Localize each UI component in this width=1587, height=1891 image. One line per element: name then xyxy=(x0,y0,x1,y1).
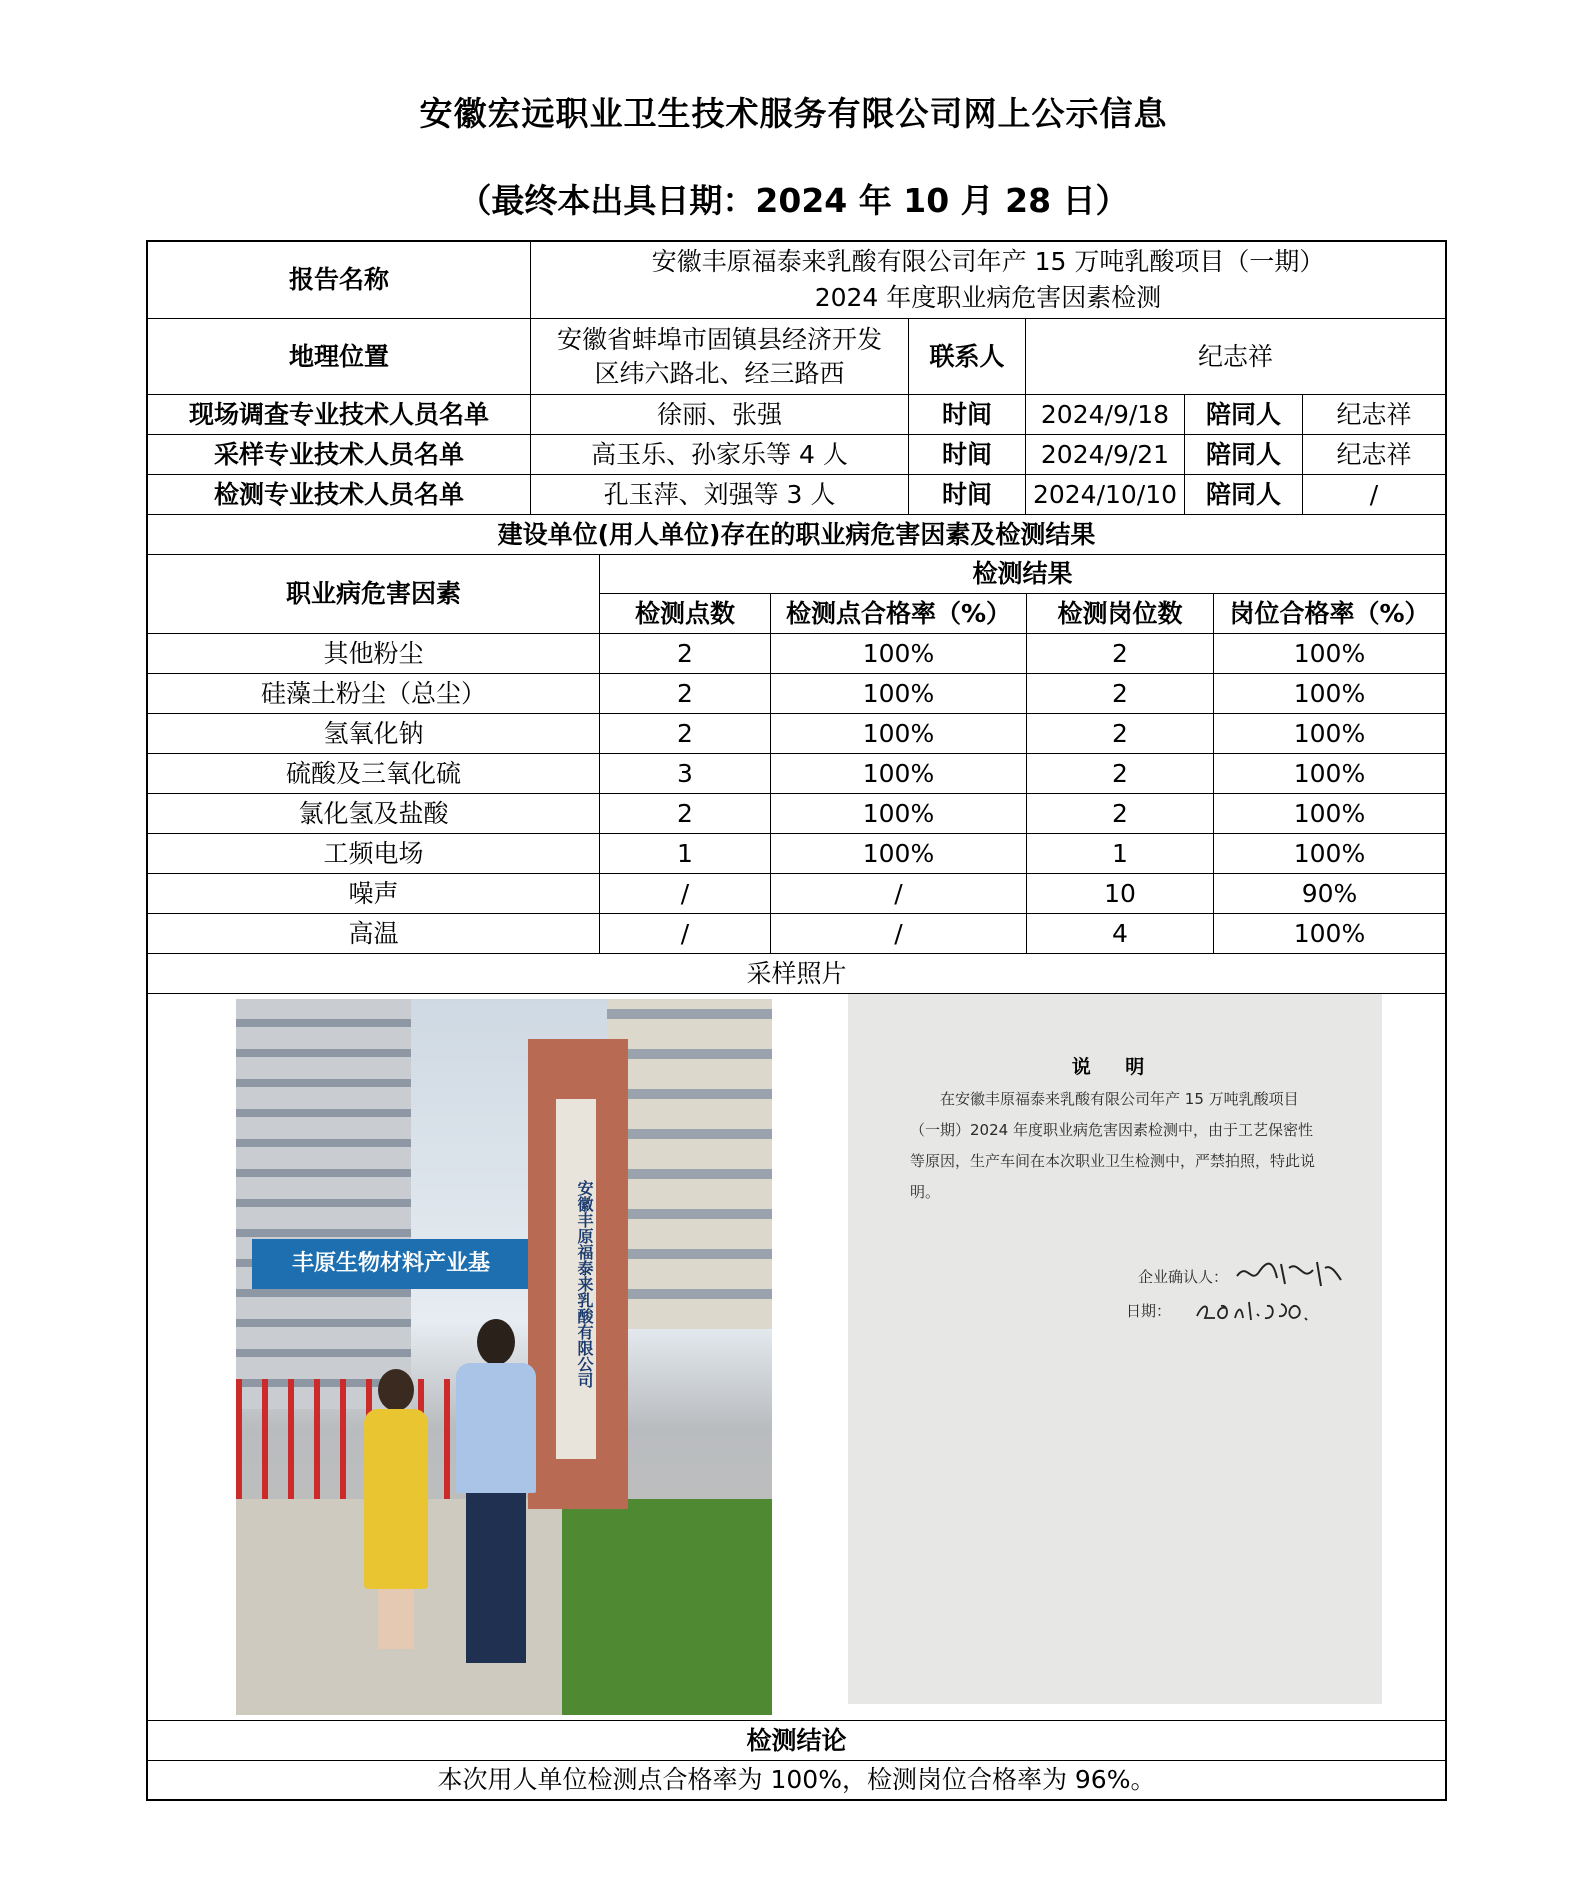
col-post-rate-header: 岗位合格率（%） xyxy=(1214,594,1445,634)
post-rate-cell: 90% xyxy=(1214,874,1445,914)
location-label: 地理位置 xyxy=(148,319,531,395)
report-name-value xyxy=(531,242,1445,319)
time-label: 时间 xyxy=(909,435,1026,475)
post-rate-cell: 100% xyxy=(1214,754,1445,794)
staff-names: 高玉乐、孙家乐等 4 人 xyxy=(531,435,909,475)
conclusion-text: 本次用人单位检测点合格率为 100%，检测岗位合格率为 96%。 xyxy=(437,1765,1156,1794)
factor-cell: 噪声 xyxy=(148,874,600,914)
point-rate-cell: / xyxy=(771,874,1027,914)
result-header: 检测结果 xyxy=(600,555,1445,594)
location-value: 安徽省蚌埠市固镇县经济开发区纬六路北、经三路西 xyxy=(531,319,909,395)
photos-label: 采样照片 xyxy=(148,954,1445,994)
factor-cell: 高温 xyxy=(148,914,600,954)
points-cell: 1 xyxy=(600,834,771,874)
posts-cell: 2 xyxy=(1027,714,1214,754)
pillar-sign: 安徽丰原福泰来乳酸有限公司 xyxy=(556,1099,596,1459)
issue-date: （最终本出具日期：2024 年 10 月 28 日） xyxy=(458,181,1129,220)
time-value: 2024/9/21 xyxy=(1026,435,1185,475)
signature-image xyxy=(1233,1254,1343,1290)
points-cell: 2 xyxy=(600,634,771,674)
points-cell: 3 xyxy=(600,754,771,794)
building-right xyxy=(607,999,772,1329)
report-table xyxy=(146,240,1447,1801)
companion-value: 纪志祥 xyxy=(1303,435,1445,475)
factor-header: 职业病危害因素 xyxy=(148,555,600,634)
grass xyxy=(562,1499,772,1715)
post-rate-cell: 100% xyxy=(1214,914,1445,954)
contact-label: 联系人 xyxy=(909,319,1026,395)
factor-cell: 其他粉尘 xyxy=(148,634,600,674)
handwritten-date-image xyxy=(1193,1294,1313,1324)
report-name-line1: 安徽丰原福泰来乳酸有限公司年产 15 万吨乳酸项目（一期） xyxy=(651,247,1325,276)
companion-value: 纪志祥 xyxy=(1303,395,1445,435)
report-name-label: 报告名称 xyxy=(148,242,531,319)
park-banner: 丰原生物材料产业基 xyxy=(252,1239,572,1289)
points-cell: / xyxy=(600,874,771,914)
posts-cell: 10 xyxy=(1027,874,1214,914)
factor-cell: 氯化氢及盐酸 xyxy=(148,794,600,834)
time-value: 2024/10/10 xyxy=(1026,475,1185,515)
results-section-title: 建设单位(用人单位)存在的职业病危害因素及检测结果 xyxy=(148,515,1445,555)
factor-cell: 工频电场 xyxy=(148,834,600,874)
points-cell: / xyxy=(600,914,771,954)
point-rate-cell: 100% xyxy=(771,834,1027,874)
posts-cell: 2 xyxy=(1027,634,1214,674)
time-value: 2024/9/18 xyxy=(1026,395,1185,435)
time-label: 时间 xyxy=(909,475,1026,515)
person-yellow-dress xyxy=(356,1369,436,1659)
posts-cell: 2 xyxy=(1027,754,1214,794)
statement-body: 在安徽丰原福泰来乳酸有限公司年产 15 万吨乳酸项目（一期）2024 年度职业病危害因素检测中，由于工艺保密性等原因，生产车间在本次职业卫生检测中，严禁拍照，特此说明。 xyxy=(910,1090,1316,1201)
page-title: 安徽宏远职业卫生技术服务有限公司网上公示信息 xyxy=(419,94,1168,133)
points-cell: 2 xyxy=(600,674,771,714)
posts-cell: 2 xyxy=(1027,674,1214,714)
companion-label: 陪同人 xyxy=(1185,435,1303,475)
date-label: 日期： xyxy=(1126,1302,1172,1320)
staff-names: 徐丽、张强 xyxy=(531,395,909,435)
point-rate-cell: 100% xyxy=(771,754,1027,794)
posts-cell: 1 xyxy=(1027,834,1214,874)
staff-label: 现场调查专业技术人员名单 xyxy=(148,395,531,435)
companion-value: / xyxy=(1303,475,1445,515)
col-posts-header: 检测岗位数 xyxy=(1027,594,1214,634)
staff-names: 孔玉萍、刘强等 3 人 xyxy=(531,475,909,515)
statement-photo xyxy=(848,994,1382,1704)
post-rate-cell: 100% xyxy=(1214,834,1445,874)
building-left xyxy=(236,999,411,1409)
factor-cell: 硫酸及三氧化硫 xyxy=(148,754,600,794)
point-rate-cell: 100% xyxy=(771,674,1027,714)
conclusion-label: 检测结论 xyxy=(148,1721,1445,1761)
report-name-line2: 2024 年度职业病危害因素检测 xyxy=(814,283,1162,312)
statement-title: 说 明 xyxy=(1071,1056,1159,1078)
person-blue-shirt xyxy=(450,1319,540,1669)
companion-label: 陪同人 xyxy=(1185,475,1303,515)
posts-cell: 2 xyxy=(1027,794,1214,834)
factor-cell: 硅藻土粉尘（总尘） xyxy=(148,674,600,714)
point-rate-cell: 100% xyxy=(771,794,1027,834)
posts-cell: 4 xyxy=(1027,914,1214,954)
gate-pillar xyxy=(528,1039,628,1509)
factor-cell: 氢氧化钠 xyxy=(148,714,600,754)
points-cell: 2 xyxy=(600,714,771,754)
col-points-header: 检测点数 xyxy=(600,594,771,634)
companion-label: 陪同人 xyxy=(1185,395,1303,435)
time-label: 时间 xyxy=(909,395,1026,435)
post-rate-cell: 100% xyxy=(1214,714,1445,754)
point-rate-cell: 100% xyxy=(771,714,1027,754)
points-cell: 2 xyxy=(600,794,771,834)
point-rate-cell: / xyxy=(771,914,1027,954)
post-rate-cell: 100% xyxy=(1214,634,1445,674)
post-rate-cell: 100% xyxy=(1214,674,1445,714)
col-point-rate-header: 检测点合格率（%） xyxy=(771,594,1027,634)
point-rate-cell: 100% xyxy=(771,634,1027,674)
confirm-label: 企业确认人： xyxy=(1138,1268,1229,1286)
site-photo xyxy=(236,999,772,1715)
contact-value: 纪志祥 xyxy=(1026,319,1445,395)
post-rate-cell: 100% xyxy=(1214,794,1445,834)
staff-label: 检测专业技术人员名单 xyxy=(148,475,531,515)
staff-label: 采样专业技术人员名单 xyxy=(148,435,531,475)
